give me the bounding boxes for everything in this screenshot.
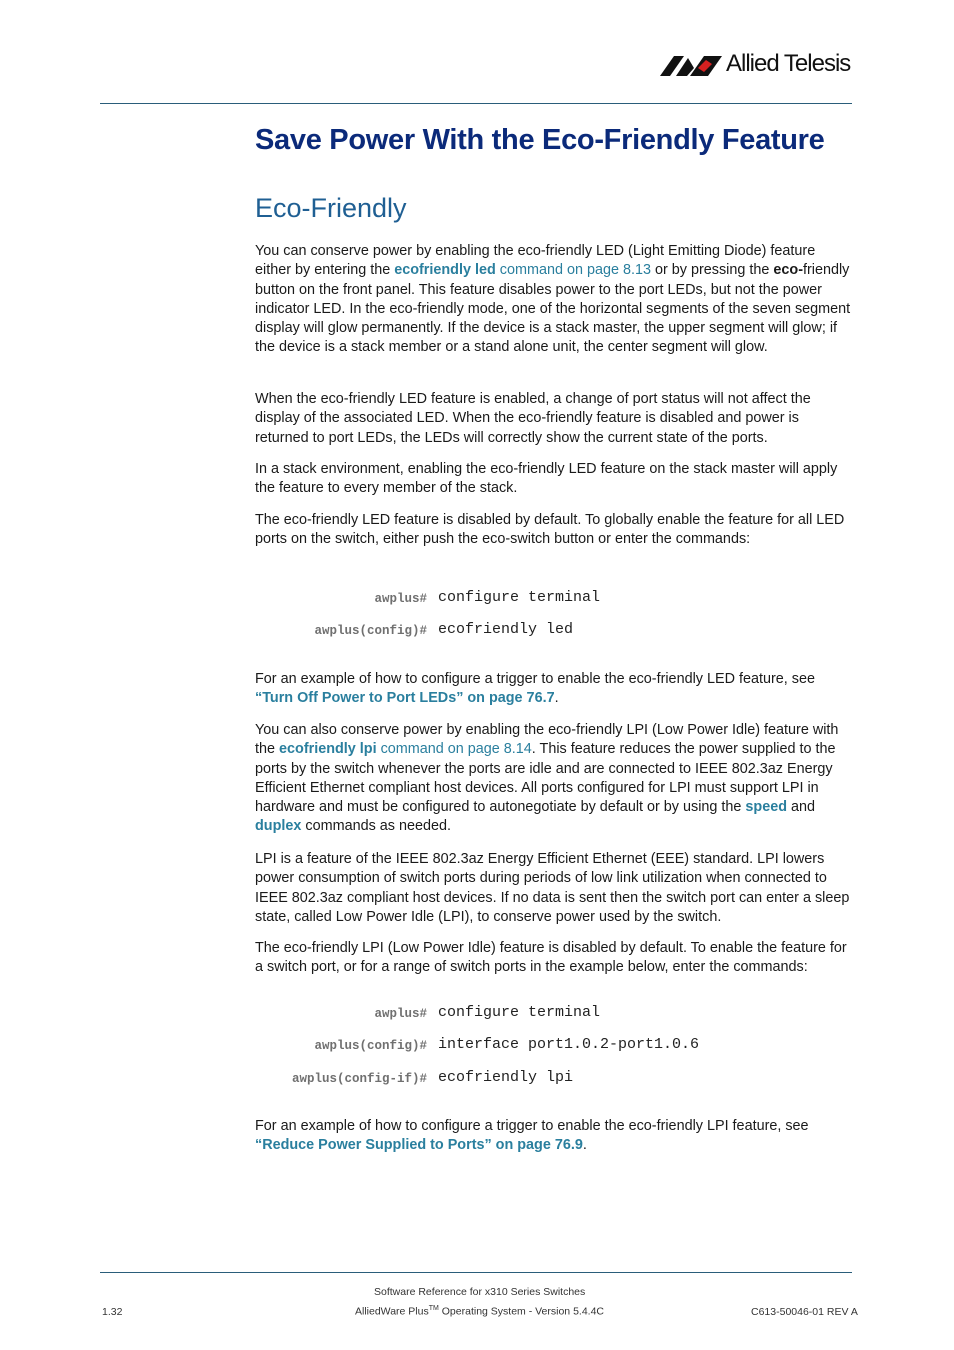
text: friendly button on the front panel. This feature disables power to the port LEDs, but not the power indicator LED. In the eco-friendly mode, one of the horizontal segments of the seven segment display will glow permanently. If the device is a stack master, the upper segment will glow; if the device is a stack member or a stand alone unit, the center segment will glow. [255,262,851,356]
command-line [100,1004,800,1024]
footer-version: Operating System - Version 5.4.4C [438,1305,605,1318]
cli-command: configure terminal [438,589,601,606]
link-command-name: ecofriendly lpi [279,741,377,758]
text: You can conserve power by enabling the eco-friendly LED (Light Emitting Diode) feature either by entering the [255,243,816,279]
paragraph-eco-lpi-intro [255,721,855,837]
footer-rule [100,1272,852,1273]
link-page-ref: command on page 8.13 [495,262,651,279]
link-page-ref: command on page 8.14 [376,741,532,758]
eco-bold-text: eco- [773,262,803,279]
cli-prompt: awplus# [374,1007,427,1021]
footer-product-name: AlliedWare Plus [355,1305,429,1318]
section-title: Eco-Friendly [255,193,407,223]
speed-link[interactable]: speed [745,799,787,816]
duplex-link[interactable]: duplex [255,818,302,835]
footer-doc-title: Software Reference for x310 Series Switches [374,1286,586,1298]
cli-command: interface port1.0.2-port1.0.6 [438,1036,700,1053]
cli-command: ecofriendly lpi [438,1069,574,1086]
text: . [554,690,559,707]
paragraph-port-status: When the eco-friendly LED feature is enabled, a change of port status will not affect the display of the associated LED. When the eco-friendly feature is disabled and power is returned to port LEDs, the LEDs will correctly show the current state of the ports. [255,391,811,446]
logo-mark-icon [660,54,722,78]
link-command-name: ecofriendly led [394,262,496,279]
header-rule [100,103,852,104]
paragraph-default-led: The eco-friendly LED feature is disabled by default. To globally enable the feature for all LED ports on the switch, either push the eco-switch button or enter the commands: [255,512,845,548]
turn-off-power-link[interactable]: “Turn Off Power to Port LEDs” on page 76.7 [255,690,555,707]
page-title: Save Power With the Eco-Friendly Feature [255,124,825,156]
text: . [582,1137,587,1154]
text: . This feature reduces the power supplied to the ports by the switch whenever the ports are idle and are connected to IEEE 802.3az Energy Efficient Ethernet compliant host devices. All ports configured for LPI must support LPI in hardware and must be configured to autonegotiate by default or by using the [255,741,836,816]
ecofriendly-led-link[interactable] [394,262,651,278]
reduce-power-link[interactable]: “Reduce Power Supplied to Ports” on page 76.9 [255,1137,583,1154]
footer-page-number: 1.32 [102,1306,123,1318]
command-line [100,621,800,641]
command-line [100,1036,800,1056]
footer-doc-code: C613-50046-01 REV A [751,1306,858,1318]
text: or by pressing the [651,262,774,279]
trademark-mark: TM [428,1305,439,1312]
cli-command: configure terminal [438,1004,601,1021]
paragraph-eco-led-intro [255,242,855,358]
paragraph-stack: In a stack environment, enabling the eco-friendly LED feature on the stack master will apply the feature to every member of the stack. [255,461,838,497]
paragraph-default-lpi: The eco-friendly LPI (Low Power Idle) feature is disabled by default. To enable the feature for a switch port, or for a range of switch ports in the example below, enter the commands: [255,940,847,976]
text: and [787,799,816,816]
cli-prompt: awplus(config-if)# [291,1072,427,1086]
allied-telesis-logo [660,50,855,80]
text: For an example of how to configure a trigger to enable the eco-friendly LPI feature, see [255,1118,809,1134]
paragraph-lpi-trigger-example [255,1117,855,1156]
paragraph-lpi-standard: LPI is a feature of the IEEE 802.3az Energy Efficient Ethernet (EEE) standard. LPI lowers power consumption of switch ports during periods of low link utilization when connected to IEEE 802.3az compliant host devices. If no data is sent then the switch port can enter a sleep state, called Low Power Idle (LPI), to conserve power used by the switch. [255,851,850,925]
cli-command: ecofriendly led [438,621,574,638]
cli-prompt: awplus# [374,592,427,606]
text: For an example of how to configure a trigger to enable the eco-friendly LED feature, see [255,671,815,687]
cli-prompt: awplus(config)# [314,1039,427,1053]
ecofriendly-lpi-link[interactable] [279,741,532,757]
cli-prompt: awplus(config)# [314,624,427,638]
footer-product-line [355,1305,604,1318]
command-line [100,1069,800,1089]
command-line [100,589,800,609]
text: You can also conserve power by enabling the eco-friendly LPI (Low Power Idle) feature with the [255,722,839,758]
logo-text: Allied Telesis [726,50,851,77]
text: commands as needed. [301,818,451,835]
paragraph-led-trigger-example [255,670,855,709]
